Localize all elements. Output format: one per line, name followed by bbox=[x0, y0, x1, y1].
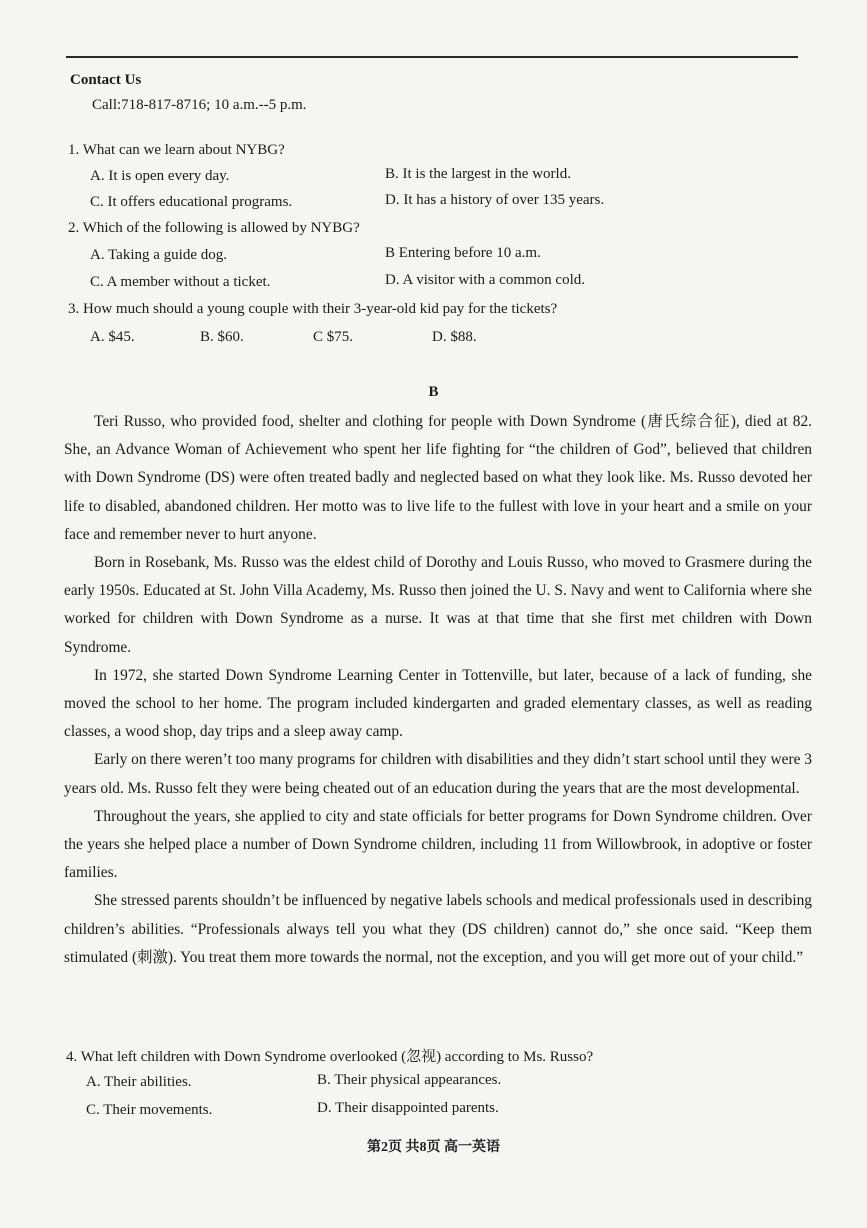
question-1-option-d: D. It has a history of over 135 years. bbox=[385, 192, 605, 208]
contact-title: Contact Us bbox=[70, 72, 142, 88]
question-4-option-b: B. Their physical appearances. bbox=[317, 1072, 502, 1088]
question-2-option-b: B Entering before 10 a.m. bbox=[385, 245, 541, 261]
question-4-stem: 4. What left children with Down Syndrome overlooked (忽视) according to Ms. Russo? bbox=[66, 1049, 594, 1065]
question-4-option-a: A. Their abilities. bbox=[86, 1074, 192, 1090]
passage-paragraph: Born in Rosebank, Ms. Russo was the eldest child of Dorothy and Louis Russo, who moved to Grasmere during the early 1950s. Educated at St. John Villa Academy, Ms. Russo then joined the U. S. Navy and went to California where she worked for children with Down Syndrome as a nurse. It was at that time that she first met children with Down Syndrome. bbox=[64, 554, 812, 656]
question-4-option-c: C. Their movements. bbox=[86, 1102, 213, 1118]
question-3-option-b: B. $60. bbox=[200, 329, 244, 345]
contact-call: Call:718-817-8716; 10 a.m.--5 p.m. bbox=[92, 97, 307, 113]
question-3-stem: 3. How much should a young couple with their 3-year-old kid pay for the tickets? bbox=[68, 301, 558, 317]
question-2-stem: 2. Which of the following is allowed by NYBG? bbox=[68, 220, 360, 236]
question-4-option-d: D. Their disappointed parents. bbox=[317, 1100, 499, 1116]
passage-paragraph: Teri Russo, who provided food, shelter and clothing for people with Down Syndrome (唐氏综合征), died at 82. She, an Advance Woman of Achievement who spent her life fighting for “the children of God”, believed that children with Down Syndrome (DS) were often treated badly and neglected based on what they look like. Ms. Russo devoted her life to disabled, abandoned children. Her motto was to live life to the fullest with love in your heart and a smile on your face and remember never to hurt anyone. bbox=[64, 413, 812, 543]
page-footer: 第2页 共8页 高一英语 bbox=[367, 1140, 500, 1155]
passage-paragraph: In 1972, she started Down Syndrome Learning Center in Tottenville, but later, because of a lack of funding, she moved the school to her home. The program included kindergarten and graded elementary classes, as well as reading classes, a wood shop, day trips and a sleep away camp. bbox=[64, 666, 812, 741]
question-1-option-b: B. It is the largest in the world. bbox=[385, 166, 571, 182]
top-divider bbox=[66, 56, 798, 58]
passage-paragraph: She stressed parents shouldn’t be influenced by negative labels schools and medical professionals used in describing children’s abilities. “Professionals always tell you what they (DS children) cannot do,” she once said. “Keep them stimulated (刺激). You treat them more towards the normal, not the exception, and you will get more out of your child.” bbox=[64, 892, 812, 966]
question-2-option-d: D. A visitor with a common cold. bbox=[385, 272, 585, 288]
question-3-option-a: A. $45. bbox=[90, 329, 135, 345]
question-2-option-c: C. A member without a ticket. bbox=[90, 274, 271, 290]
passage-b bbox=[64, 408, 812, 972]
question-1-option-c: C. It offers educational programs. bbox=[90, 194, 293, 210]
question-2-option-a: A. Taking a guide dog. bbox=[90, 247, 227, 263]
question-3-option-d: D. $88. bbox=[432, 329, 477, 345]
section-b-heading: B bbox=[428, 384, 439, 400]
passage-paragraph: Early on there weren’t too many programs for children with disabilities and they didn’t start school until they were 3 years old. Ms. Russo felt they were being cheated out of an education during the years that are the most developmental. bbox=[64, 751, 812, 797]
question-1-option-a: A. It is open every day. bbox=[90, 168, 230, 184]
question-3-option-c: C $75. bbox=[313, 329, 354, 345]
passage-paragraph: Throughout the years, she applied to city and state officials for better programs for Down Syndrome children. Over the years she helped place a number of Down Syndrome children, including 11 from Willowbrook, in adoptive or foster families. bbox=[64, 807, 812, 882]
question-1-stem: 1. What can we learn about NYBG? bbox=[68, 142, 285, 158]
